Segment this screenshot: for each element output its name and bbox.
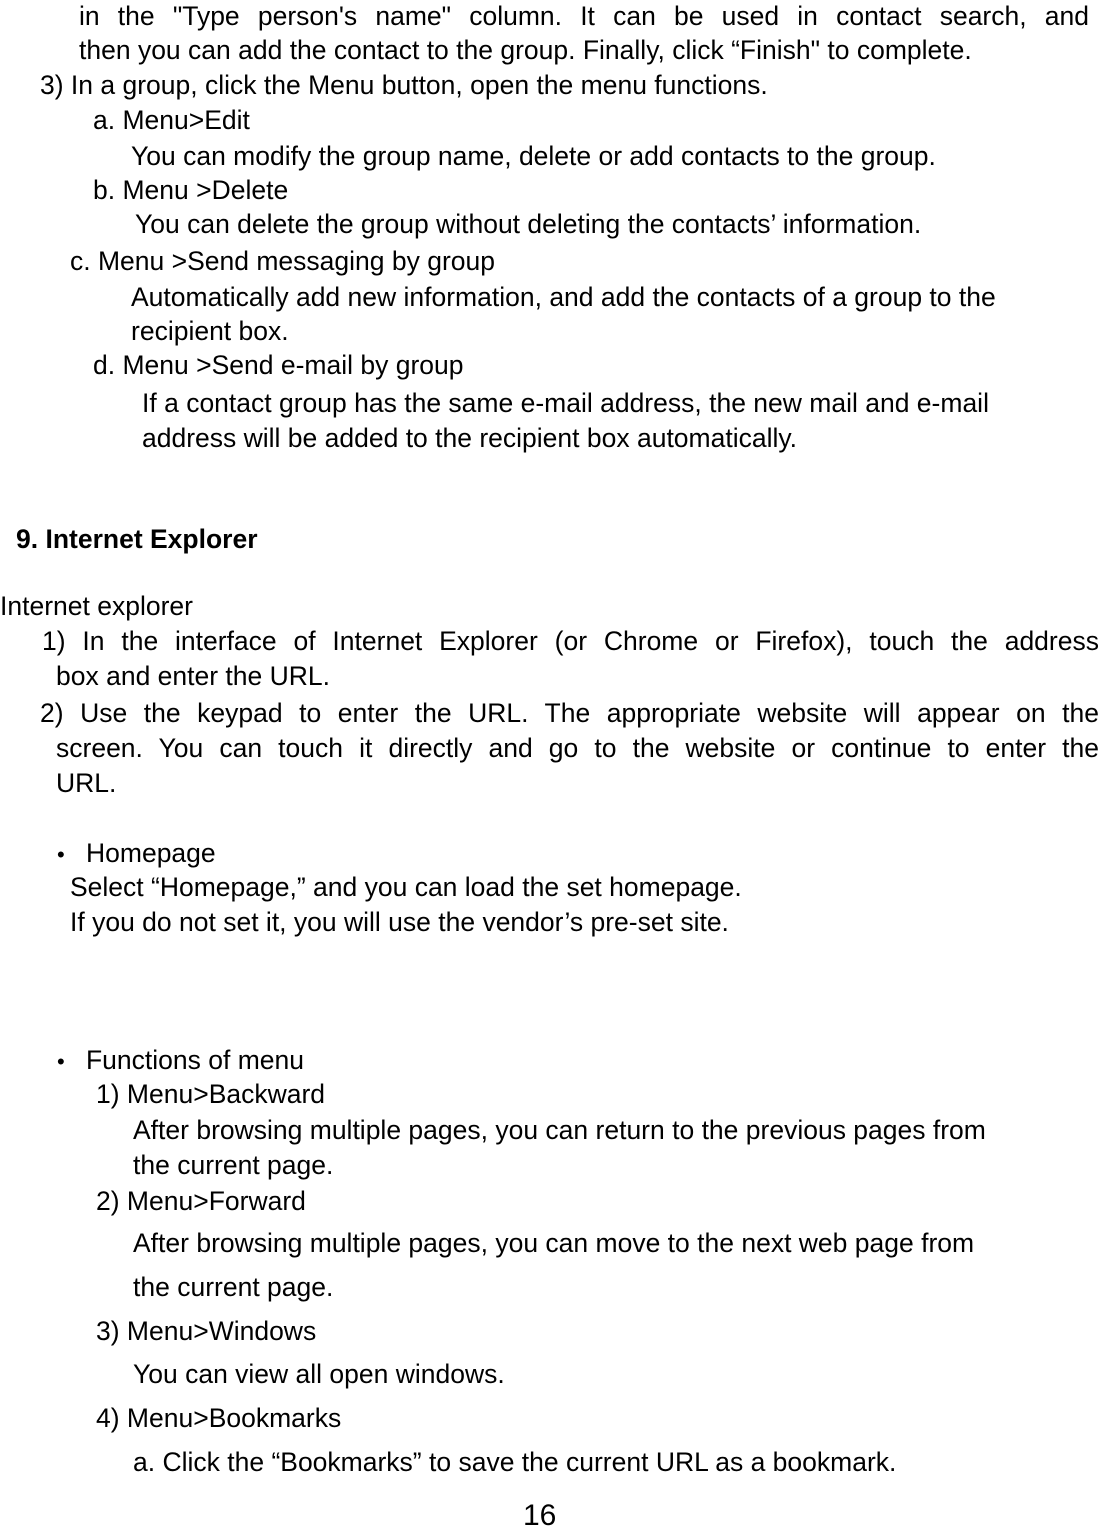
menu-edit-title: a. Menu>Edit xyxy=(93,105,250,135)
menu-backward-desc-1: After browsing multiple pages, you can return to the previous pages from xyxy=(133,1115,986,1145)
group-menu-step-3: 3) In a group, click the Menu button, open the menu functions. xyxy=(40,70,768,100)
section-subheading: Internet explorer xyxy=(0,591,193,621)
menu-forward-desc-1: After browsing multiple pages, you can move to the next web page from xyxy=(133,1228,975,1258)
homepage-title: Homepage xyxy=(86,838,216,868)
menu-forward-desc-2: the current page. xyxy=(133,1272,334,1302)
menu-edit-desc: You can modify the group name, delete or add contacts to the group. xyxy=(131,141,936,171)
page-number: 16 xyxy=(523,1499,557,1532)
step-1-line-2: box and enter the URL. xyxy=(56,661,331,691)
menu-bookmarks-title: 4) Menu>Bookmarks xyxy=(96,1403,342,1433)
step-2-line-3: URL. xyxy=(56,768,117,798)
homepage-desc-1: Select “Homepage,” and you can load the set homepage. xyxy=(70,872,742,902)
menu-forward-title: 2) Menu>Forward xyxy=(96,1186,306,1216)
menu-bookmarks-item-a: a. Click the “Bookmarks” to save the current URL as a bookmark. xyxy=(133,1447,897,1477)
menu-send-email-desc-1: If a contact group has the same e-mail address, the new mail and e-mail xyxy=(142,388,989,418)
menu-backward-desc-2: the current page. xyxy=(133,1150,334,1180)
intro-line-1: in the "Type person's name" column. It can be used in contact search, and xyxy=(79,1,1089,31)
menu-delete-title: b. Menu >Delete xyxy=(93,175,289,205)
menu-windows-title: 3) Menu>Windows xyxy=(96,1316,317,1346)
menu-backward-title: 1) Menu>Backward xyxy=(96,1079,326,1109)
homepage-desc-2: If you do not set it, you will use the vendor’s pre-set site. xyxy=(70,907,729,937)
step-1-line-1: 1) In the interface of Internet Explorer (or Chrome or Firefox), touch the address xyxy=(42,626,1099,656)
functions-title: Functions of menu xyxy=(86,1045,305,1075)
menu-delete-desc: You can delete the group without deleting the contacts’ information. xyxy=(135,209,922,239)
functions-bullet-icon: • xyxy=(57,1049,65,1074)
homepage-bullet-icon: • xyxy=(57,842,65,867)
menu-send-email-desc-2: address will be added to the recipient box automatically. xyxy=(142,423,798,453)
menu-windows-desc: You can view all open windows. xyxy=(133,1359,505,1389)
intro-line-2: then you can add the contact to the group. Finally, click “Finish" to complete. xyxy=(79,35,972,65)
menu-send-email-title: d. Menu >Send e-mail by group xyxy=(93,350,464,380)
menu-send-messaging-desc-2: recipient box. xyxy=(131,316,289,346)
menu-send-messaging-desc-1: Automatically add new information, and add the contacts of a group to the xyxy=(131,282,996,312)
section-heading: 9. Internet Explorer xyxy=(16,524,258,554)
step-2-line-2: screen. You can touch it directly and go to the website or continue to enter the xyxy=(56,733,1099,763)
step-2-line-1: 2) Use the keypad to enter the URL. The appropriate website will appear on the xyxy=(40,698,1099,728)
menu-send-messaging-title: c. Menu >Send messaging by group xyxy=(70,246,495,276)
